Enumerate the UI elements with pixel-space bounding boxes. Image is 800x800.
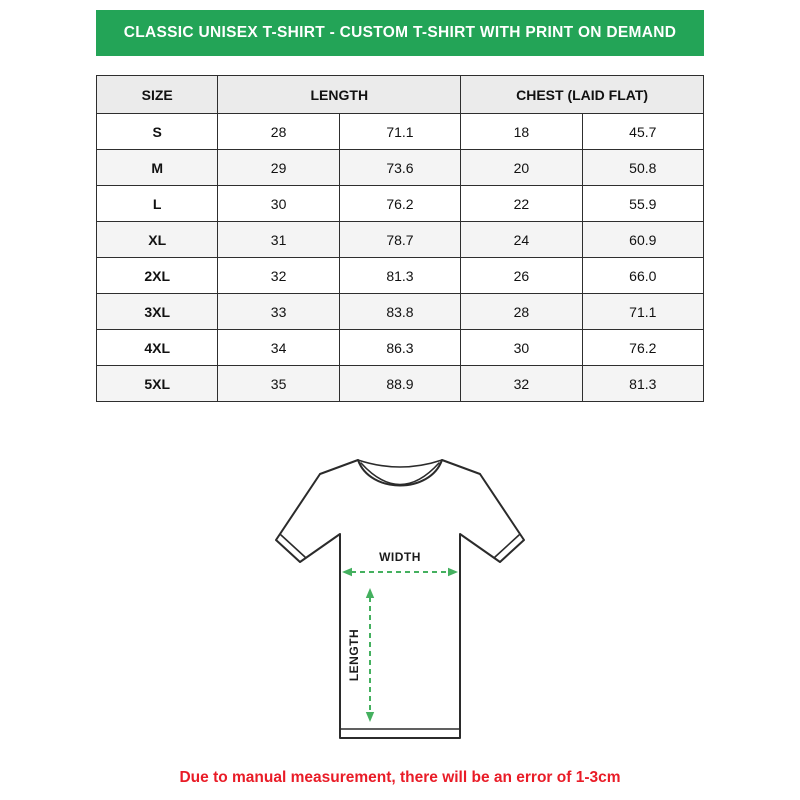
measurement-cell: 29 — [218, 150, 339, 186]
banner — [96, 10, 704, 56]
table-row — [97, 258, 704, 294]
header-size: SIZE — [97, 76, 218, 114]
tshirt-diagram — [250, 448, 550, 753]
tshirt-outline — [276, 460, 524, 738]
measurement-cell: 24 — [461, 222, 582, 258]
measurement-note: Due to manual measurement, there will be an error of 1-3cm — [179, 769, 621, 786]
width-label: WIDTH — [379, 550, 421, 564]
measurement-cell: 50.8 — [582, 150, 703, 186]
measurement-cell: 81.3 — [582, 366, 703, 402]
table-row — [97, 330, 704, 366]
measurement-cell: 66.0 — [582, 258, 703, 294]
measurement-cell: 81.3 — [339, 258, 460, 294]
banner-title: CLASSIC UNISEX T-SHIRT - CUSTOM T-SHIRT WITH PRINT ON DEMAND — [123, 24, 677, 41]
measurement-cell: 33 — [218, 294, 339, 330]
measurement-cell: 76.2 — [582, 330, 703, 366]
measurement-cell: 83.8 — [339, 294, 460, 330]
measurement-cell: 71.1 — [339, 114, 460, 150]
measurement-cell: 71.1 — [582, 294, 703, 330]
measurement-cell: 31 — [218, 222, 339, 258]
size-chart-table — [96, 75, 704, 402]
table-row — [97, 294, 704, 330]
size-cell: 3XL — [97, 294, 218, 330]
tshirt-svg — [250, 448, 550, 748]
measurement-cell: 32 — [218, 258, 339, 294]
measurement-cell: 20 — [461, 150, 582, 186]
measurement-cell: 26 — [461, 258, 582, 294]
measurement-cell: 22 — [461, 186, 582, 222]
size-cell: XL — [97, 222, 218, 258]
measurement-cell: 86.3 — [339, 330, 460, 366]
size-cell: 2XL — [97, 258, 218, 294]
measurement-cell: 18 — [461, 114, 582, 150]
header-length: LENGTH — [218, 76, 461, 114]
measurement-cell: 76.2 — [339, 186, 460, 222]
table-row — [97, 150, 704, 186]
measurement-cell: 30 — [218, 186, 339, 222]
collar-back-line — [358, 460, 442, 467]
measurement-cell: 88.9 — [339, 366, 460, 402]
table-row — [97, 222, 704, 258]
measurement-cell: 35 — [218, 366, 339, 402]
measurement-cell: 45.7 — [582, 114, 703, 150]
measurement-cell: 34 — [218, 330, 339, 366]
size-cell: S — [97, 114, 218, 150]
size-cell: 5XL — [97, 366, 218, 402]
table-row — [97, 114, 704, 150]
measurement-cell: 30 — [461, 330, 582, 366]
measurement-cell: 32 — [461, 366, 582, 402]
size-chart-header — [97, 76, 704, 114]
table-row — [97, 366, 704, 402]
measurement-cell: 55.9 — [582, 186, 703, 222]
header-chest: CHEST (LAID FLAT) — [461, 76, 704, 114]
measurement-cell: 73.6 — [339, 150, 460, 186]
size-cell: 4XL — [97, 330, 218, 366]
size-cell: M — [97, 150, 218, 186]
measurement-cell: 78.7 — [339, 222, 460, 258]
measurement-cell: 28 — [218, 114, 339, 150]
measurement-cell: 60.9 — [582, 222, 703, 258]
header-row — [97, 76, 704, 114]
size-table-body — [97, 114, 704, 402]
measurement-cell: 28 — [461, 294, 582, 330]
size-cell: L — [97, 186, 218, 222]
table-row — [97, 186, 704, 222]
length-label: LENGTH — [347, 628, 361, 682]
